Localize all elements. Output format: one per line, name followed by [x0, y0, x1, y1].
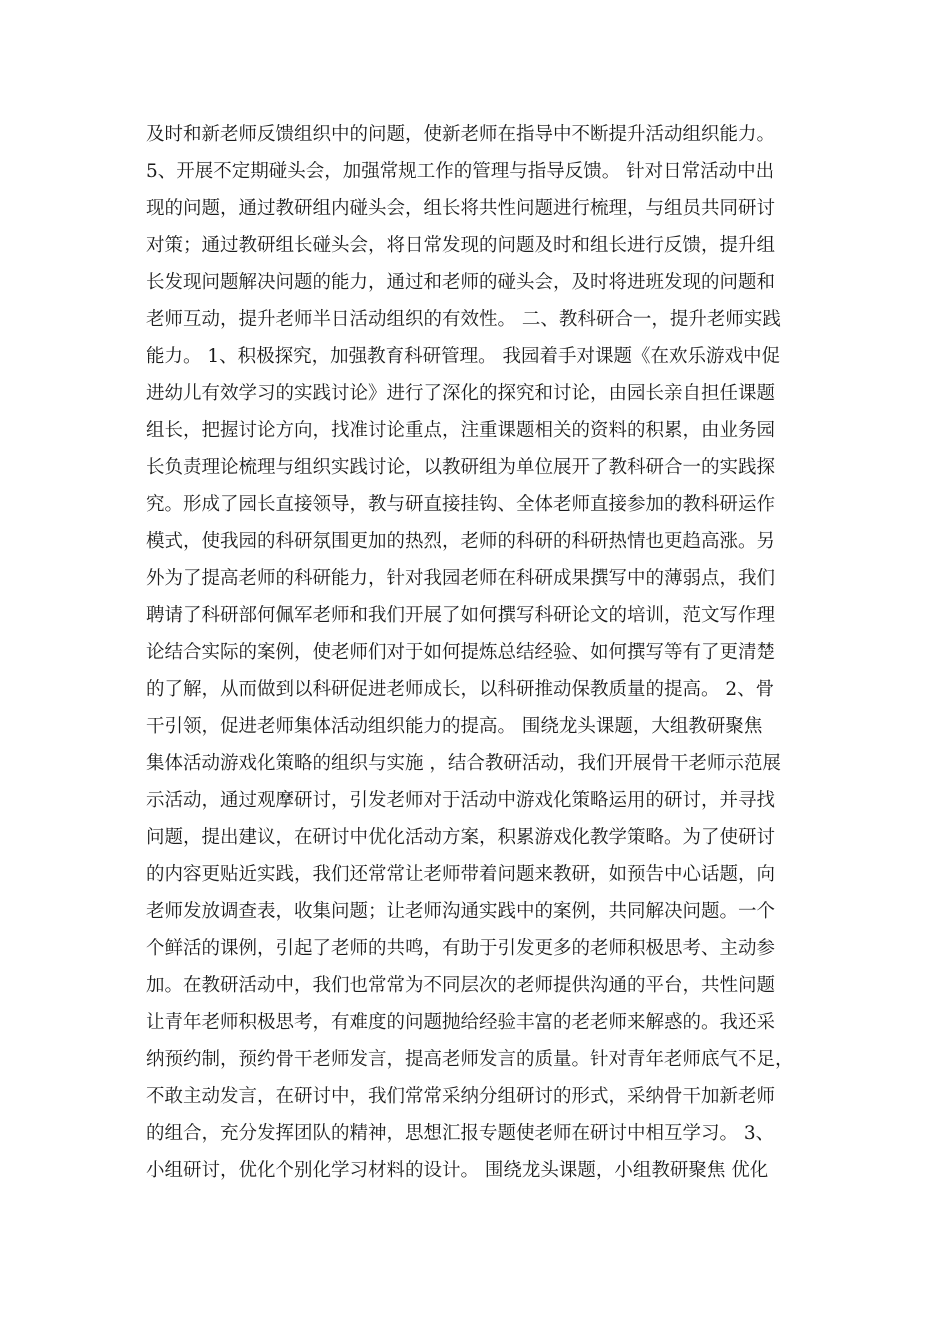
- text-line: 集体活动游戏化策略的组织与实施 ，结合教研活动，我们开展骨干老师示范展: [146, 753, 781, 774]
- text-line: 老师互动，提升老师半日活动组织的有效性。 二、教科研合一，提升老师实践: [146, 309, 781, 330]
- text-line: 论结合实际的案例，使老师们对于如何提炼总结经验、如何撰写等有了更清楚: [146, 642, 776, 663]
- text-line: 加。在教研活动中，我们也常常为不同层次的老师提供沟通的平台，共性问题: [146, 975, 776, 996]
- text-line: 5、开展不定期碰头会，加强常规工作的管理与指导反馈。 针对日常活动中出: [146, 161, 775, 182]
- text-line: 不敢主动发言，在研讨中，我们常常采纳分组研讨的形式，采纳骨干加新老师: [146, 1086, 776, 1107]
- text-line: 外为了提高老师的科研能力，针对我园老师在科研成果撰写中的薄弱点，我们: [146, 568, 776, 589]
- text-line: 组长，把握讨论方向，找准讨论重点，注重课题相关的资料的积累，由业务园: [146, 420, 776, 441]
- text-line: 现的问题，通过教研组内碰头会，组长将共性问题进行梳理，与组员共同研讨: [146, 198, 776, 219]
- text-line: 老师发放调查表，收集问题；让老师沟通实践中的案例，共同解决问题。一个: [146, 901, 776, 922]
- text-line: 的内容更贴近实践，我们还常常让老师带着问题来教研，如预告中心话题，向: [146, 864, 776, 885]
- text-line: 个鲜活的课例，引起了老师的共鸣，有助于引发更多的老师积极思考、主动参: [146, 938, 776, 959]
- text-line: 能力。 1、积极探究，加强教育科研管理。 我园着手对课题《在欢乐游戏中促: [146, 346, 781, 367]
- text-line: 让青年老师积极思考，有难度的问题抛给经验丰富的老老师来解惑的。我还采: [146, 1012, 776, 1033]
- text-line: 模式，使我园的科研氛围更加的热烈，老师的科研的科研热情也更趋高涨。另: [146, 531, 776, 552]
- text-line: 及时和新老师反馈组织中的问题，使新老师在指导中不断提升活动组织能力。: [146, 124, 776, 145]
- text-line: 对策；通过教研组长碰头会，将日常发现的问题及时和组长进行反馈，提升组: [146, 235, 776, 256]
- text-line: 干引领，促进老师集体活动组织能力的提高。 围绕龙头课题，大组教研聚焦: [146, 716, 763, 737]
- text-line: 长负责理论梳理与组织实践讨论，以教研组为单位展开了教科研合一的实践探: [146, 457, 776, 478]
- text-line: 小组研讨，优化个别化学习材料的设计。 围绕龙头课题，小组教研聚焦 优化: [146, 1160, 769, 1181]
- text-line: 究。形成了园长直接领导，教与研直接挂钩、全体老师直接参加的教科研运作: [146, 494, 776, 515]
- text-line: 示活动，通过观摩研讨，引发老师对于活动中游戏化策略运用的研讨，并寻找: [146, 790, 776, 811]
- text-line: 的了解，从而做到以科研促进老师成长，以科研推动保教质量的提高。 2、骨: [146, 679, 775, 700]
- text-line: 问题，提出建议，在研讨中优化活动方案，积累游戏化教学策略。为了使研讨: [146, 827, 776, 848]
- text-line: 进幼儿有效学习的实践讨论》进行了深化的探究和讨论，由园长亲自担任课题: [146, 383, 776, 404]
- text-line: 聘请了科研部何佩军老师和我们开展了如何撰写科研论文的培训，范文写作理: [146, 605, 776, 626]
- text-line: 纳预约制，预约骨干老师发言，提高老师发言的质量。针对青年老师底气不足，: [146, 1049, 794, 1070]
- body-text: [146, 116, 806, 1189]
- text-line: 的组合，充分发挥团队的精神，思想汇报专题使老师在研讨中相互学习。 3、: [146, 1123, 775, 1144]
- text-line: 长发现问题解决问题的能力，通过和老师的碰头会，及时将进班发现的问题和: [146, 272, 776, 293]
